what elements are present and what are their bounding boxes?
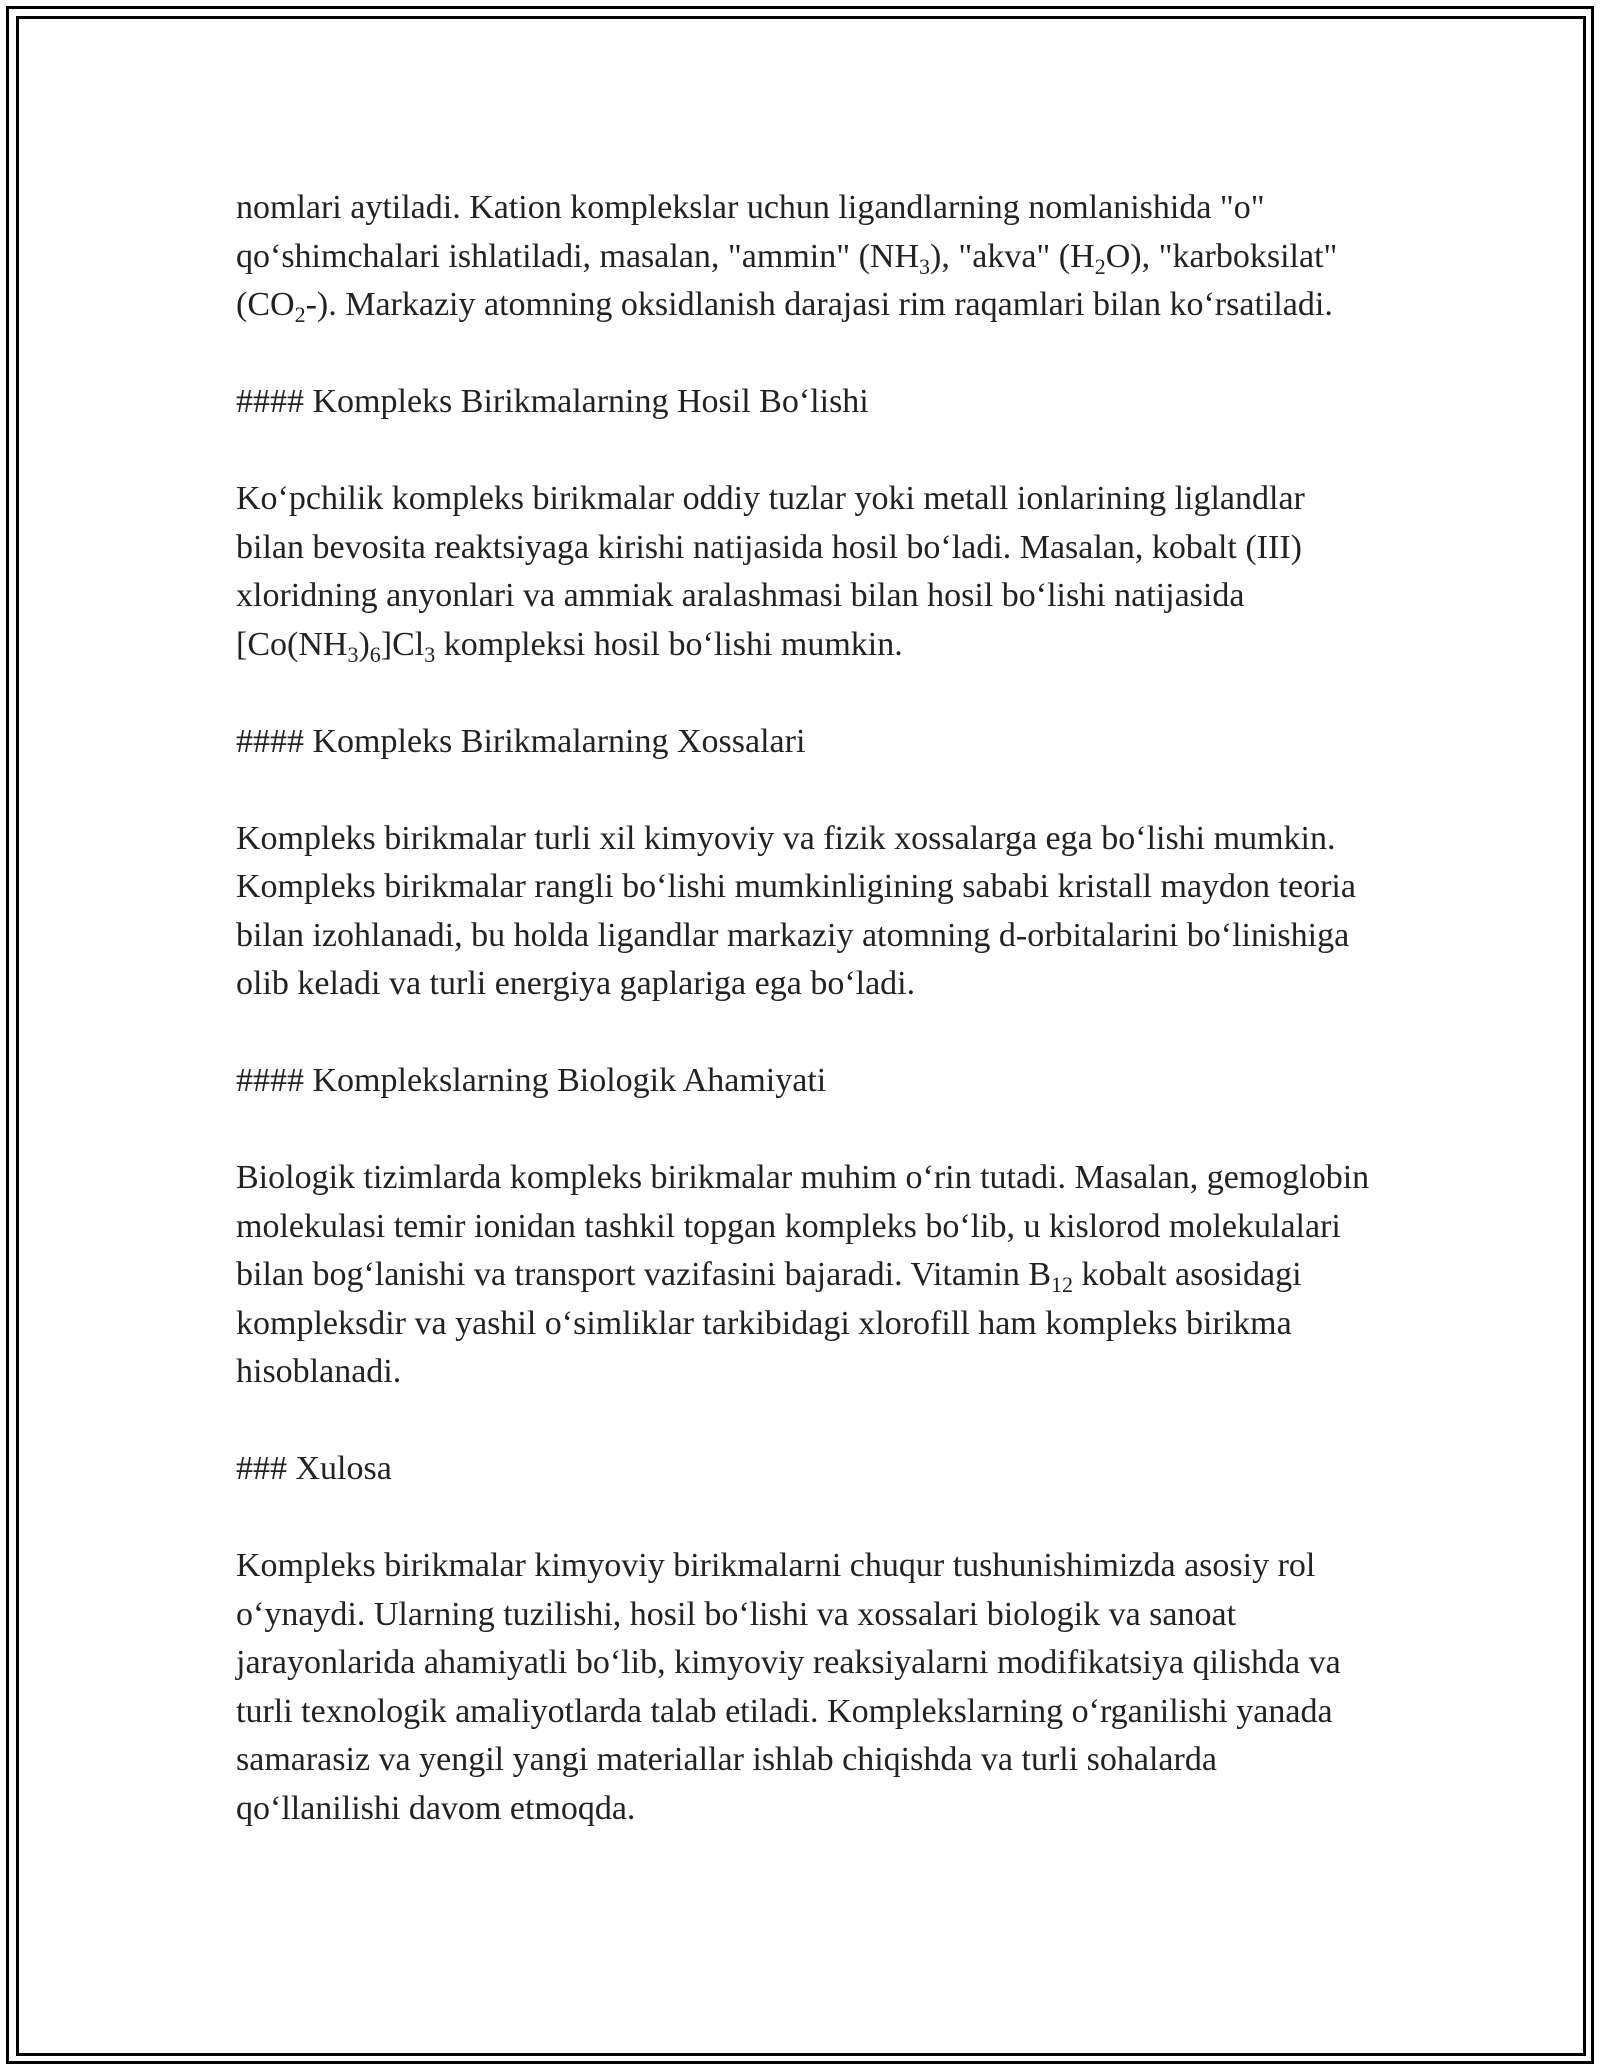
paragraph-spacer bbox=[236, 1494, 1376, 1543]
body-paragraph bbox=[236, 1154, 1376, 1397]
subscript: 3 bbox=[347, 641, 359, 667]
text-run: #### Kompleks Birikmalarning Xossalari bbox=[236, 722, 806, 760]
text-run: #### Komplekslarning Biologik Ahamiyati bbox=[236, 1062, 827, 1099]
section-heading bbox=[236, 1445, 1376, 1494]
text-run: kobalt asosidagi kompleksdir va yashil oʻsimliklar tarkibidagi xlorofill ham kompleks birikma hisoblanadi. bbox=[236, 1256, 1302, 1390]
text-run: nomlari aytiladi. Kation komplekslar uchun ligandlarning nomlanishida "o" qoʻshimchalari ishlatiladi, masalan, "ammin" (NH bbox=[236, 189, 1265, 275]
body-paragraph bbox=[236, 1542, 1376, 1833]
subscript: 6 bbox=[369, 641, 381, 667]
paragraph-spacer bbox=[236, 427, 1376, 476]
body-paragraph bbox=[236, 815, 1376, 1009]
text-run: Kompleks birikmalar kimyoviy birikmalarni chuqur tushunishimizda asosiy rol oʻynaydi. Ularning tuzilishi, hosil boʻlishi va xossalari biologik va sanoat jarayonlarida ahamiyatli boʻlib, kimyoviy reaksiyalarni modifikatsiya qilishda va turli texnologik amaliyotlarda talab etiladi. Komplekslarning oʻrganilishi yanada samarasiz va yengil yangi materiallar ishlab chiqishda va turli sohalarda qoʻllanilishi davom etmoqda. bbox=[236, 1547, 1341, 1827]
text-run: ### Xulosa bbox=[236, 1450, 392, 1487]
text-run: #### Kompleks Birikmalarning Hosil Boʻlishi bbox=[236, 383, 869, 420]
text-run: Koʻpchilik kompleks birikmalar oddiy tuzlar yoki metall ionlarining liglandlar bilan bevosita reaktsiyaga kirishi natijasida hosil boʻladi. Masalan, kobalt (III) xloridning anyonlari va ammiak aralashmasi bilan hosil boʻlishi natijasida [Co(NH bbox=[236, 480, 1305, 663]
section-heading bbox=[236, 378, 1376, 427]
text-run: O), "karboksilat" (CO bbox=[236, 237, 1338, 323]
paragraph-spacer bbox=[236, 1397, 1376, 1446]
subscript: 3 bbox=[424, 641, 436, 667]
text-run: ) bbox=[358, 625, 370, 663]
text-run: ]Cl bbox=[380, 625, 425, 663]
section-heading bbox=[236, 1057, 1376, 1106]
subscript: 12 bbox=[1051, 1272, 1074, 1297]
text-run: kompleksi hosil boʻlishi mumkin. bbox=[435, 625, 903, 663]
subscript: 3 bbox=[919, 253, 931, 279]
body-paragraph bbox=[236, 475, 1376, 669]
paragraph-spacer bbox=[236, 766, 1376, 815]
document-body bbox=[236, 184, 1376, 1833]
text-run: Biologik tizimlarda kompleks birikmalar muhim oʻrin tutadi. Masalan, gemoglobin molekulasi temir ionidan tashkil topgan kompleks boʻlib, u kislorod molekulalari bilan bogʻlanishi va transport vazifasini bajaradi. Vitamin B bbox=[236, 1159, 1370, 1293]
paragraph-spacer bbox=[236, 330, 1376, 379]
paragraph-spacer bbox=[236, 669, 1376, 718]
text-run: -). Markaziy atomning oksidlanish darajasi rim raqamlari bilan koʻrsatiladi. bbox=[305, 286, 1333, 323]
subscript: 2 bbox=[1094, 253, 1106, 279]
section-heading bbox=[236, 718, 1376, 767]
subscript: 2 bbox=[294, 302, 306, 327]
body-paragraph bbox=[236, 184, 1376, 330]
paragraph-spacer bbox=[236, 1106, 1376, 1155]
paragraph-spacer bbox=[236, 1009, 1376, 1058]
text-run: Kompleks birikmalar turli xil kimyoviy va fizik xossalarga ega boʻlishi mumkin. Kompleks birikmalar rangli boʻlishi mumkinligining sababi kristall maydon teoria bilan izohlanadi, bu holda ligandlar markaziy atomning d-orbitalarini boʻlinishiga olib keladi va turli energiya gaplariga ega boʻladi. bbox=[236, 819, 1356, 1002]
text-run: ), "akva" (H bbox=[930, 237, 1095, 275]
